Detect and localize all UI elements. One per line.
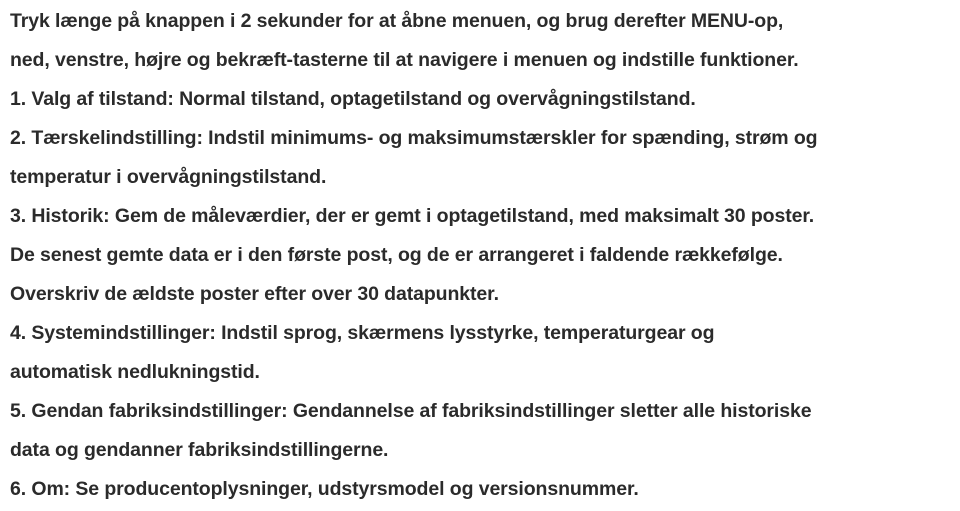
- text-line: temperatur i overvågningstilstand.: [10, 166, 327, 188]
- text-line: De senest gemte data er i den første post, og de er arrangeret i faldende rækkefølge.: [10, 244, 783, 266]
- item-history: [10, 197, 960, 314]
- item-threshold-setting: [10, 119, 960, 197]
- item-about: [10, 470, 960, 509]
- intro-paragraph: [10, 2, 960, 80]
- text-line: ned, venstre, højre og bekræft-tasterne til at navigere i menuen og indstille funktioner.: [10, 49, 799, 71]
- item-factory-reset: [10, 392, 960, 470]
- text-line: 2. Tærskelindstilling: Indstil minimums- og maksimumstærskler for spænding, strøm og: [10, 127, 818, 149]
- text-line: data og gendanner fabriksindstillingerne.: [10, 439, 389, 461]
- text-line: 6. Om: Se producentoplysninger, udstyrsmodel og versionsnummer.: [10, 478, 639, 500]
- text-line: Tryk længe på knappen i 2 sekunder for at åbne menuen, og brug derefter MENU-op,: [10, 10, 784, 32]
- text-line: automatisk nedlukningstid.: [10, 361, 260, 383]
- item-mode-selection: [10, 80, 960, 119]
- item-system-settings: [10, 314, 960, 392]
- text-line: Overskriv de ældste poster efter over 30 datapunkter.: [10, 283, 499, 305]
- text-line: 3. Historik: Gem de måleværdier, der er gemt i optagetilstand, med maksimalt 30 poster.: [10, 205, 815, 227]
- text-line: 4. Systemindstillinger: Indstil sprog, skærmens lysstyrke, temperaturgear og: [10, 322, 715, 344]
- text-line: 1. Valg af tilstand: Normal tilstand, optagetilstand og overvågningstilstand.: [10, 88, 696, 110]
- text-line: 5. Gendan fabriksindstillinger: Gendannelse af fabriksindstillinger sletter alle historiske: [10, 400, 812, 422]
